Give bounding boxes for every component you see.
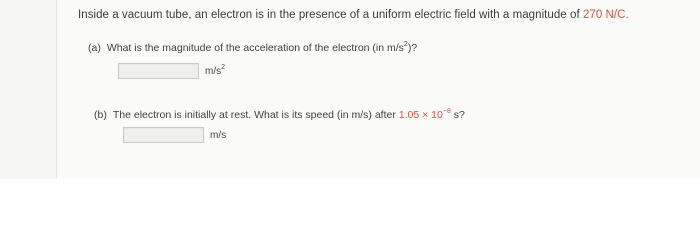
part-a-answer-input[interactable] (118, 63, 199, 79)
part-b-question (94, 109, 465, 121)
field-magnitude-value: 270 (582, 9, 603, 21)
part-b-answer-row (123, 127, 226, 143)
part-b-question-text: The electron is initially at rest. What is its speed (in m/s) after (112, 109, 399, 121)
time-value-unit: s? (450, 109, 465, 121)
part-a-question (88, 42, 417, 54)
part-b-answer-input[interactable] (123, 127, 204, 143)
question-card (56, 0, 700, 179)
part-a-answer-row (118, 63, 225, 79)
time-value-exponent: −8 (442, 108, 451, 115)
part-b-label: (b) (94, 109, 107, 121)
problem-statement (78, 9, 629, 21)
field-magnitude-unit: N/C. (602, 9, 629, 21)
part-a-question-text: What is the magnitude of the acceleration of the electron (in m/s (106, 42, 404, 54)
part-b-unit: m/s (210, 129, 227, 141)
part-a-question-end: )? (407, 42, 418, 54)
time-value-mantissa: 1.05 × 10 (398, 109, 443, 121)
part-a-question-exponent: 2 (403, 41, 408, 48)
part-a-unit-base: m/s (205, 65, 222, 77)
part-a-unit (205, 63, 226, 77)
problem-statement-text: Inside a vacuum tube, an electron is in the presence of a uniform electric field with a magnitude of (78, 9, 583, 21)
part-a-label: (a) (88, 42, 101, 54)
part-a-unit-exponent: 2 (221, 63, 226, 71)
